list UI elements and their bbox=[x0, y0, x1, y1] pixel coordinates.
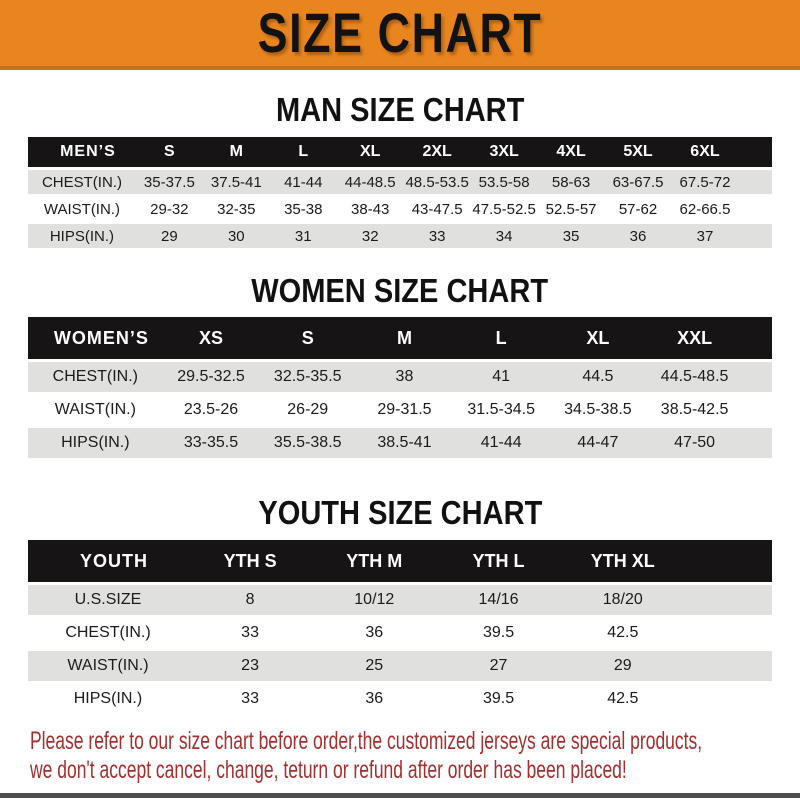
filler-cell bbox=[738, 170, 772, 194]
data-cell: 33 bbox=[188, 684, 312, 714]
row-label: WAIST(IN.) bbox=[28, 651, 188, 681]
data-cell: 36 bbox=[605, 224, 672, 248]
table-row bbox=[28, 684, 772, 714]
row-label: CHEST(IN.) bbox=[28, 362, 163, 392]
note-line-1: Please refer to our size chart before order,the customized jerseys are special products, bbox=[30, 727, 703, 755]
data-cell: 33-35.5 bbox=[163, 428, 260, 458]
women-section-title: WOMEN SIZE CHART bbox=[251, 272, 549, 309]
youth-size-table-wrap bbox=[0, 537, 800, 717]
filler-cell bbox=[738, 224, 772, 248]
data-cell: 44.5-48.5 bbox=[646, 362, 743, 392]
row-label: HIPS(IN.) bbox=[28, 428, 163, 458]
row-label: CHEST(IN.) bbox=[28, 618, 188, 648]
data-cell: 63-67.5 bbox=[605, 170, 672, 194]
data-cell: 42.5 bbox=[561, 684, 685, 714]
data-cell: 37.5-41 bbox=[203, 170, 270, 194]
data-cell: 32-35 bbox=[203, 197, 270, 221]
filler-cell bbox=[738, 137, 772, 167]
table-row bbox=[28, 395, 772, 425]
column-header: M bbox=[203, 137, 270, 167]
data-cell: 52.5-57 bbox=[538, 197, 605, 221]
man-section-title: MAN SIZE CHART bbox=[275, 91, 525, 128]
table-row bbox=[28, 170, 772, 194]
data-cell: 39.5 bbox=[436, 684, 560, 714]
column-header: L bbox=[453, 317, 550, 359]
data-cell: 38-43 bbox=[337, 197, 404, 221]
data-cell: 29-32 bbox=[136, 197, 203, 221]
filler-cell bbox=[685, 618, 772, 648]
data-cell: 42.5 bbox=[561, 618, 685, 648]
data-cell: 53.5-58 bbox=[471, 170, 538, 194]
bottom-divider-bar bbox=[0, 793, 800, 798]
data-cell: 10/12 bbox=[312, 585, 436, 615]
data-cell: 38 bbox=[356, 362, 453, 392]
data-cell: 14/16 bbox=[436, 585, 560, 615]
column-header: 3XL bbox=[471, 137, 538, 167]
column-header: XS bbox=[163, 317, 260, 359]
banner-title: SIZE CHART bbox=[257, 1, 543, 64]
data-cell: 44-47 bbox=[550, 428, 647, 458]
data-cell: 38.5-41 bbox=[356, 428, 453, 458]
filler-cell bbox=[685, 540, 772, 582]
data-cell: 26-29 bbox=[259, 395, 356, 425]
row-label: WAIST(IN.) bbox=[28, 197, 136, 221]
data-cell: 32 bbox=[337, 224, 404, 248]
note-line-2: we don't accept cancel, change, teturn or refund after order has been placed! bbox=[30, 756, 627, 784]
table-row bbox=[28, 428, 772, 458]
data-cell: 30 bbox=[203, 224, 270, 248]
data-cell: 48.5-53.5 bbox=[404, 170, 471, 194]
table-row bbox=[28, 224, 772, 248]
youth-section-title: YOUTH SIZE CHART bbox=[258, 494, 542, 531]
data-cell: 25 bbox=[312, 651, 436, 681]
size-chart-banner bbox=[0, 0, 800, 70]
data-cell: 44-48.5 bbox=[337, 170, 404, 194]
data-cell: 35.5-38.5 bbox=[259, 428, 356, 458]
table-header-label: MEN’S bbox=[28, 137, 136, 167]
data-cell: 33 bbox=[188, 618, 312, 648]
filler-cell bbox=[743, 362, 772, 392]
row-label: CHEST(IN.) bbox=[28, 170, 136, 194]
man-size-table-wrap bbox=[0, 134, 800, 251]
data-cell: 47-50 bbox=[646, 428, 743, 458]
filler-cell bbox=[743, 428, 772, 458]
column-header: 4XL bbox=[538, 137, 605, 167]
table-row bbox=[28, 197, 772, 221]
table-row bbox=[28, 585, 772, 615]
data-cell: 34 bbox=[471, 224, 538, 248]
data-cell: 47.5-52.5 bbox=[471, 197, 538, 221]
data-cell: 23 bbox=[188, 651, 312, 681]
column-header: 5XL bbox=[605, 137, 672, 167]
filler-cell bbox=[685, 651, 772, 681]
data-cell: 36 bbox=[312, 684, 436, 714]
column-header: XL bbox=[550, 317, 647, 359]
women-size-table bbox=[28, 314, 772, 461]
data-cell: 18/20 bbox=[561, 585, 685, 615]
order-policy-note bbox=[30, 727, 800, 785]
data-cell: 33 bbox=[404, 224, 471, 248]
table-row bbox=[28, 651, 772, 681]
column-header: L bbox=[270, 137, 337, 167]
women-size-table-wrap bbox=[0, 314, 800, 461]
column-header: YTH XL bbox=[561, 540, 685, 582]
data-cell: 35 bbox=[538, 224, 605, 248]
data-cell: 8 bbox=[188, 585, 312, 615]
table-header-label: YOUTH bbox=[28, 540, 188, 582]
row-label: U.S.SIZE bbox=[28, 585, 188, 615]
data-cell: 29.5-32.5 bbox=[163, 362, 260, 392]
column-header: YTH M bbox=[312, 540, 436, 582]
data-cell: 34.5-38.5 bbox=[550, 395, 647, 425]
data-cell: 29 bbox=[136, 224, 203, 248]
man-size-table bbox=[28, 134, 772, 251]
data-cell: 37 bbox=[672, 224, 739, 248]
data-cell: 31 bbox=[270, 224, 337, 248]
youth-size-table bbox=[28, 537, 772, 717]
column-header: 6XL bbox=[672, 137, 739, 167]
column-header: 2XL bbox=[404, 137, 471, 167]
data-cell: 23.5-26 bbox=[163, 395, 260, 425]
data-cell: 39.5 bbox=[436, 618, 560, 648]
filler-cell bbox=[738, 197, 772, 221]
data-cell: 58-63 bbox=[538, 170, 605, 194]
row-label: HIPS(IN.) bbox=[28, 224, 136, 248]
data-cell: 57-62 bbox=[605, 197, 672, 221]
column-header: XL bbox=[337, 137, 404, 167]
data-cell: 41-44 bbox=[270, 170, 337, 194]
column-header: S bbox=[259, 317, 356, 359]
data-cell: 35-37.5 bbox=[136, 170, 203, 194]
column-header: YTH L bbox=[436, 540, 560, 582]
data-cell: 38.5-42.5 bbox=[646, 395, 743, 425]
data-cell: 27 bbox=[436, 651, 560, 681]
filler-cell bbox=[685, 684, 772, 714]
column-header: S bbox=[136, 137, 203, 167]
table-row bbox=[28, 362, 772, 392]
data-cell: 41-44 bbox=[453, 428, 550, 458]
column-header: M bbox=[356, 317, 453, 359]
table-row bbox=[28, 618, 772, 648]
data-cell: 29-31.5 bbox=[356, 395, 453, 425]
data-cell: 35-38 bbox=[270, 197, 337, 221]
data-cell: 32.5-35.5 bbox=[259, 362, 356, 392]
filler-cell bbox=[743, 317, 772, 359]
filler-cell bbox=[743, 395, 772, 425]
data-cell: 36 bbox=[312, 618, 436, 648]
column-header: XXL bbox=[646, 317, 743, 359]
data-cell: 44.5 bbox=[550, 362, 647, 392]
data-cell: 43-47.5 bbox=[404, 197, 471, 221]
row-label: WAIST(IN.) bbox=[28, 395, 163, 425]
data-cell: 29 bbox=[561, 651, 685, 681]
row-label: HIPS(IN.) bbox=[28, 684, 188, 714]
column-header: YTH S bbox=[188, 540, 312, 582]
data-cell: 67.5-72 bbox=[672, 170, 739, 194]
filler-cell bbox=[685, 585, 772, 615]
data-cell: 62-66.5 bbox=[672, 197, 739, 221]
data-cell: 31.5-34.5 bbox=[453, 395, 550, 425]
data-cell: 41 bbox=[453, 362, 550, 392]
table-header-label: WOMEN’S bbox=[28, 317, 163, 359]
